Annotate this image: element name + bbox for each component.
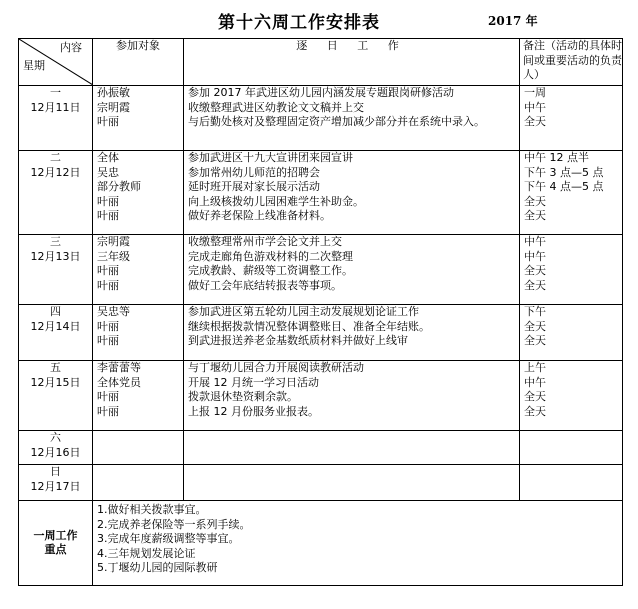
daily-work-header: 逐 日 工 作 [184, 39, 520, 86]
week-label: 星期 [23, 58, 45, 72]
participant: 叶丽 [97, 319, 119, 333]
note-item: 全天 [524, 390, 546, 403]
day-cell [19, 361, 93, 431]
note-item: 下午 3 点—5 点 [524, 165, 604, 179]
notes-cell [520, 235, 623, 305]
day-row [19, 151, 623, 235]
title-bar [0, 8, 638, 34]
weekly-focus-list [93, 501, 623, 586]
participants-cell [93, 361, 184, 431]
note-item: 一周 [524, 86, 546, 99]
work-cell [184, 151, 520, 235]
work-item: 参加武进区十九大宣讲团来园宣讲 [188, 151, 353, 164]
focus-item: 4.三年规划发展论证 [97, 546, 196, 560]
work-cell [184, 86, 520, 151]
participant: 孙振敏 [97, 86, 130, 99]
date-label: 12月13日 [30, 249, 81, 263]
work-cell [184, 431, 520, 465]
participants-cell [93, 465, 184, 501]
work-item: 继续根据拨款情况整体调整账目、准备全年结账。 [188, 319, 430, 333]
participants-cell [93, 86, 184, 151]
work-item: 延时班开展对家长展示活动 [188, 180, 320, 193]
date-label: 12月14日 [30, 319, 81, 333]
participant: 叶丽 [97, 115, 119, 128]
day-cell [19, 151, 93, 235]
work-item: 与丁堰幼儿园合力开展阅读教研活动 [188, 361, 364, 374]
work-item: 收缴整理武进区幼教论文文稿并上交 [188, 100, 364, 114]
date-label: 12月12日 [30, 165, 81, 179]
work-item: 参加 2017 年武进区幼儿园内涵发展专题跟岗研修活动 [188, 86, 454, 99]
date-label: 12月17日 [30, 479, 81, 493]
work-cell [184, 235, 520, 305]
notes-cell [520, 431, 623, 465]
page-title: 第十六周工作安排表 [218, 13, 380, 33]
participant: 叶丽 [97, 390, 119, 403]
day-cell [19, 86, 93, 151]
note-item: 中午 [524, 249, 546, 263]
note-item: 中午 [524, 375, 546, 389]
work-item: 参加常州幼儿师范的招聘会 [188, 165, 320, 179]
focus-item: 1.做好相关拨款事宜。 [97, 503, 207, 516]
weekday-label: 五 [50, 361, 61, 374]
note-item: 全天 [524, 194, 546, 208]
work-cell [184, 305, 520, 361]
year-label: 2017 年 [488, 14, 538, 28]
focus-label-line: 重点 [44, 543, 67, 556]
notes-cell [520, 86, 623, 151]
participants-header: 参加对象 [93, 39, 184, 86]
participants-cell [93, 305, 184, 361]
day-row [19, 361, 623, 431]
participants-cell [93, 235, 184, 305]
note-item: 中午 [524, 100, 546, 114]
note-item: 下午 4 点—5 点 [524, 180, 604, 193]
work-cell [184, 465, 520, 501]
participant: 全体党员 [97, 375, 141, 389]
work-item: 上报 12 月份服务业报表。 [188, 404, 319, 418]
weekday-label: 日 [50, 465, 61, 478]
note-item: 全天 [524, 404, 546, 418]
day-row [19, 305, 623, 361]
notes-cell [520, 465, 623, 501]
participant: 叶丽 [97, 209, 119, 222]
work-item: 与后勤处核对及整理固定资产增加减少部分并在系统中录入。 [188, 115, 485, 128]
note-item: 全天 [524, 278, 546, 292]
focus-label-line: 一周工作 [33, 528, 78, 542]
notes-cell [520, 151, 623, 235]
weekday-label: 四 [50, 305, 61, 318]
date-label: 12月11日 [30, 100, 81, 114]
participant: 宗明霞 [97, 235, 130, 248]
note-item: 全天 [524, 319, 546, 333]
work-item: 拨款退休垫资剩余款。 [188, 390, 298, 403]
work-item: 做好工会年底结转报表等事项。 [188, 278, 342, 292]
work-item: 向上级核拨幼儿园困难学生补助金。 [188, 194, 364, 208]
participants-cell [93, 431, 184, 465]
participant: 叶丽 [97, 334, 119, 347]
participant: 李蕾蕾等 [97, 361, 141, 374]
schedule-table [18, 38, 623, 586]
participant: 吴忠等 [97, 305, 130, 318]
weekday-label: 三 [50, 235, 61, 248]
weekday-label: 一 [50, 86, 61, 99]
weekly-focus-row [19, 501, 623, 586]
note-item: 下午 [524, 305, 546, 318]
participant: 部分教师 [97, 180, 141, 193]
weekday-label: 二 [50, 151, 61, 164]
content-label: 内容 [60, 41, 82, 54]
participant: 叶丽 [97, 264, 119, 277]
day-row [19, 431, 623, 465]
weekday-label: 六 [50, 431, 61, 444]
work-item: 开展 12 月统一学习日活动 [188, 375, 319, 389]
participant: 三年级 [97, 249, 130, 263]
date-label: 12月15日 [30, 375, 81, 389]
participant: 叶丽 [97, 278, 119, 292]
participant: 全体 [97, 151, 119, 164]
focus-item: 5.丁堰幼儿园的园际教研 [97, 561, 218, 574]
participant: 宗明霞 [97, 100, 130, 114]
work-item: 到武进报送养老金基数纸质材料并做好上线审 [188, 334, 408, 347]
participant: 叶丽 [97, 404, 119, 418]
notes-cell [520, 361, 623, 431]
notes-header: 备注（活动的具体时间或重要活动的负责人） [520, 39, 623, 86]
day-cell [19, 431, 93, 465]
date-label: 12月16日 [30, 445, 81, 459]
diagonal-header-cell [19, 39, 93, 86]
participant: 叶丽 [97, 194, 119, 208]
day-cell [19, 305, 93, 361]
note-item: 上午 [524, 361, 546, 374]
note-item: 全天 [524, 334, 546, 347]
header-row [19, 39, 623, 86]
work-item: 收缴整理常州市学会论文并上交 [188, 235, 342, 248]
participant: 吴忠 [97, 165, 119, 179]
day-cell [19, 465, 93, 501]
note-item: 全天 [524, 264, 546, 277]
note-item: 全天 [524, 115, 546, 128]
day-row [19, 465, 623, 501]
focus-item: 2.完成养老保险等一系列手续。 [97, 517, 251, 531]
work-cell [184, 361, 520, 431]
focus-item: 3.完成年度薪级调整等事宜。 [97, 532, 240, 545]
note-item: 中午 [524, 235, 546, 248]
day-row [19, 86, 623, 151]
note-item: 全天 [524, 209, 546, 222]
notes-cell [520, 305, 623, 361]
note-item: 中午 12 点半 [524, 151, 589, 164]
day-row [19, 235, 623, 305]
weekly-focus-label [19, 501, 93, 586]
day-cell [19, 235, 93, 305]
work-item: 参加武进区第五轮幼儿园主动发展规划论证工作 [188, 305, 419, 318]
participants-cell [93, 151, 184, 235]
work-item: 完成教龄、薪级等工资调整工作。 [188, 264, 353, 277]
work-item: 做好养老保险上线准备材料。 [188, 209, 331, 222]
work-item: 完成走廊角色游戏材料的二次整理 [188, 249, 353, 263]
